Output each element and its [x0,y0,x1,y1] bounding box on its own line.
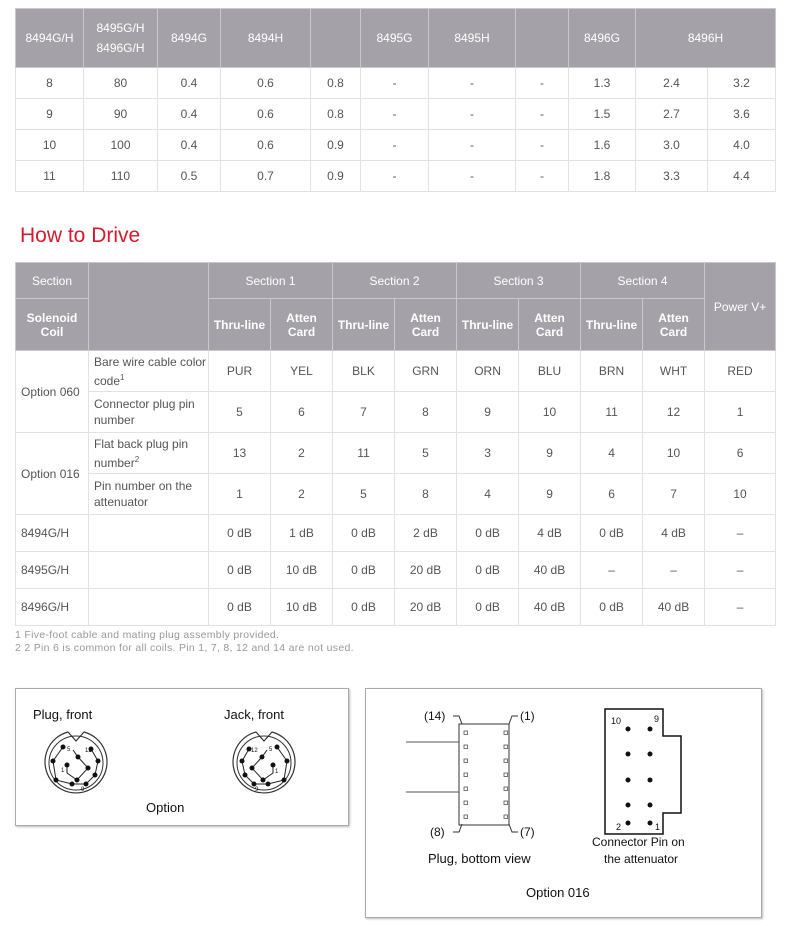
col-header: 8494H [221,9,311,68]
svg-text:9: 9 [654,714,660,724]
table-cell: 0.4 [158,68,221,99]
jack-front-label: Jack, front [224,707,284,722]
header-thru-line: Thru-line [333,299,395,351]
table-cell: 2 [271,433,333,474]
table-cell: BLU [519,351,581,392]
table-cell: - [516,161,569,192]
table-cell: – [705,589,776,626]
table-row [16,589,776,626]
plug-front-icon [41,725,111,797]
col-header: 8494G [158,9,221,68]
table-cell: 0 dB [333,589,395,626]
table-cell: 4 dB [643,515,705,552]
table-cell: 0.5 [158,161,221,192]
table-cell: ORN [457,351,519,392]
table-cell: 3.6 [708,99,776,130]
header-section-1: Section 1 [209,263,333,299]
footnote-1: 1 Five-foot cable and mating plug assembly provided. [15,629,280,641]
option-caption: Option [146,800,185,815]
svg-text:5: 5 [269,747,273,753]
footnote-2: 2 2 Pin 6 is common for all coils. Pin 1, 7, 8, 12 and 14 are not used. [15,642,354,654]
table-cell: 0.9 [311,161,361,192]
table-cell: 0.6 [221,130,311,161]
table-row [16,552,776,589]
table-row [16,68,776,99]
table-cell: 0 dB [209,515,271,552]
table-cell: – [705,515,776,552]
table-cell: 2 dB [395,515,457,552]
table-cell: 0 dB [457,515,519,552]
table-cell [89,515,209,552]
col-header: 8496H [636,9,776,68]
svg-text:10: 10 [611,716,622,726]
svg-text:2: 2 [616,822,622,832]
col-header: 8495G/H 8496G/H [84,9,158,68]
table-cell: 0.9 [311,130,361,161]
header-section-2: Section 2 [333,263,457,299]
table-cell: - [361,99,429,130]
svg-text:1: 1 [61,768,65,774]
option-016-caption: Option 016 [526,885,590,900]
table-cell: 0 dB [581,589,643,626]
table-cell: 40 dB [519,589,581,626]
svg-text:(8): (8) [430,825,445,839]
group-name: Option 060 [16,351,89,433]
diagram-option-connectors [15,688,349,826]
row-label [89,392,209,433]
table-cell: - [429,68,516,99]
svg-text:(14): (14) [424,709,446,723]
table-cell: 10 [705,474,776,515]
table-cell: 10 dB [271,589,333,626]
table-cell: 1.6 [569,130,636,161]
header-thru-line: Thru-line [581,299,643,351]
table-cell: 0 dB [333,515,395,552]
header-power: Power V+ [705,263,776,351]
table-cell: 4.4 [708,161,776,192]
row-label-text: Connector plug pin number [94,397,195,427]
table-cell: 10 dB [271,552,333,589]
header-thru-line: Thru-line [209,299,271,351]
table-cell: 7 [333,392,395,433]
header-section-4: Section 4 [581,263,705,299]
table-cell: 10 [519,392,581,433]
table-cell: 20 dB [395,552,457,589]
jack-front-icon [229,725,299,797]
header-blank [89,263,209,351]
table-cell: 4 [457,474,519,515]
drive-table [15,262,776,626]
table-cell: 40 dB [643,589,705,626]
table-cell: 3.0 [636,130,708,161]
header-section-3: Section 3 [457,263,581,299]
table-cell: WHT [643,351,705,392]
table-cell: 1.3 [569,68,636,99]
svg-text:12: 12 [85,748,92,754]
svg-text:5: 5 [67,747,71,753]
table-cell: - [516,99,569,130]
header-solenoid-coil: Solenoid Coil [16,299,89,351]
col-header [311,9,361,68]
table-cell: 4 [581,433,643,474]
spec-table [15,8,776,192]
table-cell: 0.8 [311,99,361,130]
svg-text:9: 9 [255,787,259,793]
table-cell: 0.4 [158,99,221,130]
table-cell: 5 [209,392,271,433]
table-cell: 13 [209,433,271,474]
table-cell: 6 [271,392,333,433]
plug-bottom-view-label: Plug, bottom view [428,851,531,866]
col-header: 8495H [429,9,516,68]
table-cell: 9 [519,474,581,515]
table-cell: – [643,552,705,589]
table-cell: 0 dB [209,552,271,589]
table-row [16,130,776,161]
model-name: 8495G/H [16,552,89,589]
svg-text:1: 1 [275,769,279,775]
table-row [16,433,776,474]
table-cell: 0 dB [457,552,519,589]
section-title: How to Drive [20,224,141,247]
table-cell: 0 dB [457,589,519,626]
table-row [16,515,776,552]
row-label-text: Pin number on the attenuator [94,479,193,509]
table-cell: 0 dB [581,515,643,552]
plug-front-label: Plug, front [33,707,93,722]
header-atten-card: Atten Card [271,299,333,351]
table-cell: 0.7 [221,161,311,192]
table-cell: YEL [271,351,333,392]
table-cell: 8 [395,474,457,515]
svg-text:(7): (7) [520,825,535,839]
table-cell: 1 [705,392,776,433]
table-cell: 1.5 [569,99,636,130]
diagram-option-016 [365,688,762,918]
table-cell: 0.6 [221,68,311,99]
table-cell: - [516,68,569,99]
table-cell: RED [705,351,776,392]
attenuator-connector-icon [605,709,681,834]
table-cell: - [429,161,516,192]
table-cell: 5 [333,474,395,515]
group-name: Option 016 [16,433,89,515]
header-section: Section [16,263,89,299]
svg-text:12: 12 [251,748,258,754]
row-label [89,474,209,515]
table-cell: 0 dB [209,589,271,626]
table-cell: 8 [395,392,457,433]
table-cell: 11 [581,392,643,433]
row-label [89,433,209,474]
table-cell [89,589,209,626]
table-cell: 20 dB [395,589,457,626]
connector-pin-label-1: Connector Pin on [592,835,685,849]
header-atten-card: Atten Card [519,299,581,351]
row-label-text: Bare wire cable color code [94,354,207,388]
header-atten-card: Atten Card [395,299,457,351]
table-cell: BLK [333,351,395,392]
header-atten-card: Atten Card [643,299,705,351]
table-cell: 2.4 [636,68,708,99]
connector-pin-label-2: the attenuator [604,852,679,866]
table-cell: 2.7 [636,99,708,130]
spec-header-row [16,9,776,68]
row-label [89,351,209,392]
table-cell: 11 [16,161,84,192]
table-cell: – [705,552,776,589]
svg-text:(1): (1) [520,709,535,723]
table-cell: 0 dB [333,552,395,589]
table-cell: 0.4 [158,130,221,161]
table-cell: - [429,99,516,130]
table-row [16,351,776,392]
table-cell: – [581,552,643,589]
row-label-text: Flat back plug pin number [94,436,189,470]
table-cell: GRN [395,351,457,392]
table-row [16,474,776,515]
table-cell: 0.6 [221,99,311,130]
table-cell: 1 [209,474,271,515]
table-cell: 3.2 [708,68,776,99]
footnote-ref: 2 [134,454,140,464]
table-cell: 100 [84,130,158,161]
table-cell: 4 dB [519,515,581,552]
col-header: 8496G [569,9,636,68]
col-header: 8495G [361,9,429,68]
table-cell: - [361,130,429,161]
table-cell: 40 dB [519,552,581,589]
table-row [16,99,776,130]
model-name: 8494G/H [16,515,89,552]
table-cell: 12 [643,392,705,433]
col-header [516,9,569,68]
table-cell: 11 [333,433,395,474]
table-cell: 1.8 [569,161,636,192]
footnote-ref: 1 [120,372,125,382]
table-row [16,161,776,192]
table-cell: PUR [209,351,271,392]
model-name: 8496G/H [16,589,89,626]
table-cell: BRN [581,351,643,392]
table-cell: 9 [519,433,581,474]
table-cell: 6 [705,433,776,474]
col-header: 8494G/H [16,9,84,68]
table-cell: 10 [16,130,84,161]
table-cell: 80 [84,68,158,99]
table-cell: - [361,161,429,192]
svg-text:9: 9 [81,787,85,793]
table-cell: 7 [643,474,705,515]
table-cell: - [429,130,516,161]
table-cell: 5 [395,433,457,474]
table-cell: 6 [581,474,643,515]
table-cell: 1 dB [271,515,333,552]
table-row [16,392,776,433]
table-cell: - [361,68,429,99]
table-cell: - [516,130,569,161]
table-cell: 8 [16,68,84,99]
table-cell: 3 [457,433,519,474]
table-cell: 2 [271,474,333,515]
header-thru-line: Thru-line [457,299,519,351]
svg-text:1: 1 [655,822,661,832]
table-cell: 0.8 [311,68,361,99]
table-cell: 90 [84,99,158,130]
table-cell [89,552,209,589]
table-cell: 10 [643,433,705,474]
table-cell: 9 [457,392,519,433]
plug-bottom-view-icon [366,689,761,849]
table-cell: 4.0 [708,130,776,161]
table-cell: 9 [16,99,84,130]
table-cell: 3.3 [636,161,708,192]
table-cell: 110 [84,161,158,192]
